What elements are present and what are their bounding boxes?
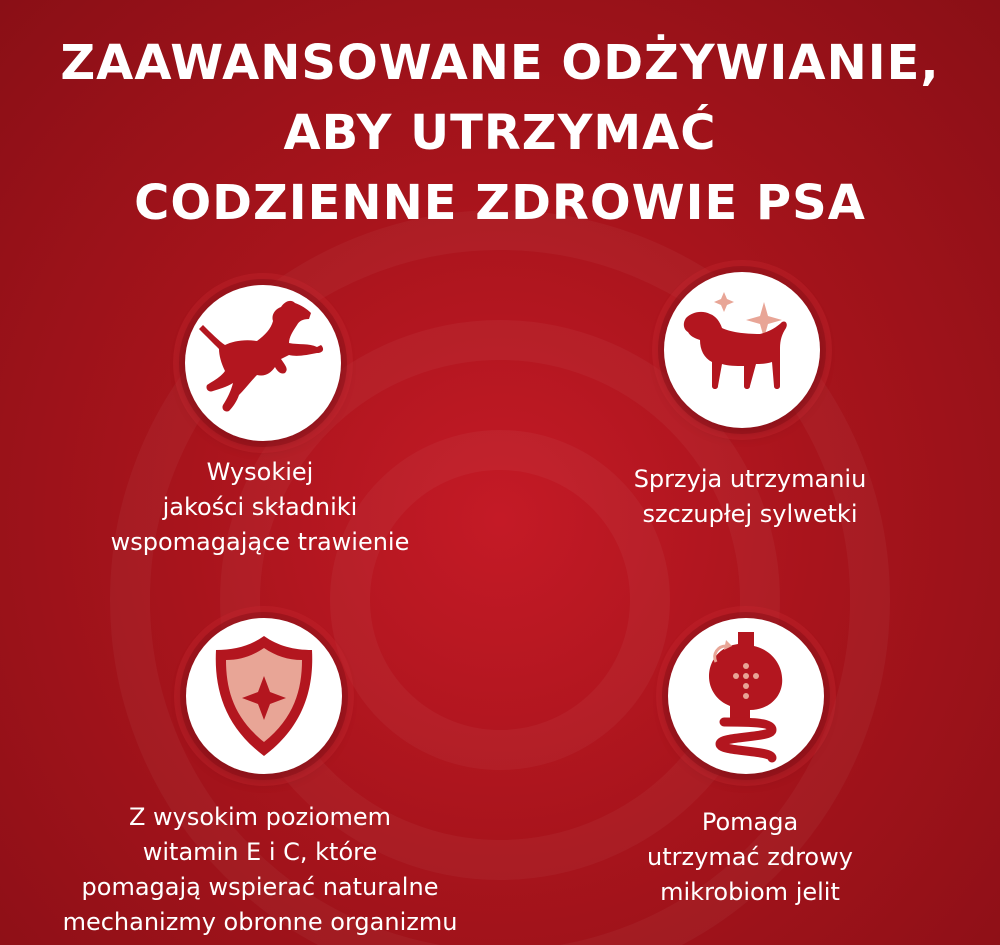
caption-line: pomagają wspierać naturalne xyxy=(81,873,439,901)
caption-line: mechanizmy obronne organizmu xyxy=(62,908,458,936)
feature-badge-weight xyxy=(664,272,820,428)
caption-line: Z wysokim poziomem xyxy=(128,803,392,831)
caption-line: utrzymać zdrowy xyxy=(647,843,853,871)
jumping-dog-icon xyxy=(185,285,341,441)
caption-line: Wysokiej xyxy=(206,458,314,486)
caption-line: witamin E i C, które xyxy=(142,838,378,866)
caption-line: szczupłej sylwetki xyxy=(642,500,858,528)
caption-line: wspomagające trawienie xyxy=(110,528,410,556)
caption-line: Sprzyja utrzymaniu xyxy=(633,465,867,493)
feature-caption-immunity xyxy=(40,800,480,940)
feature-badge-microbiome xyxy=(668,618,824,774)
sparkling-dog-icon xyxy=(664,272,820,428)
headline-line-1: ZAAWANSOWANE ODŻYWIANIE, xyxy=(60,35,940,91)
caption-line: jakości składniki xyxy=(162,493,358,521)
headline xyxy=(0,28,1000,238)
headline-line-3: CODZIENNE ZDROWIE PSA xyxy=(134,175,866,231)
feature-caption-weight xyxy=(550,462,950,532)
headline-line-2: ABY UTRZYMAĆ xyxy=(283,105,717,161)
shield-icon xyxy=(186,618,342,774)
feature-badge-immunity xyxy=(186,618,342,774)
caption-line: Pomaga xyxy=(701,808,799,836)
feature-caption-microbiome xyxy=(550,805,950,910)
digestive-system-icon xyxy=(668,618,824,774)
caption-line: mikrobiom jelit xyxy=(660,878,840,906)
feature-badge-digestion xyxy=(185,285,341,441)
feature-caption-digestion xyxy=(60,455,460,560)
